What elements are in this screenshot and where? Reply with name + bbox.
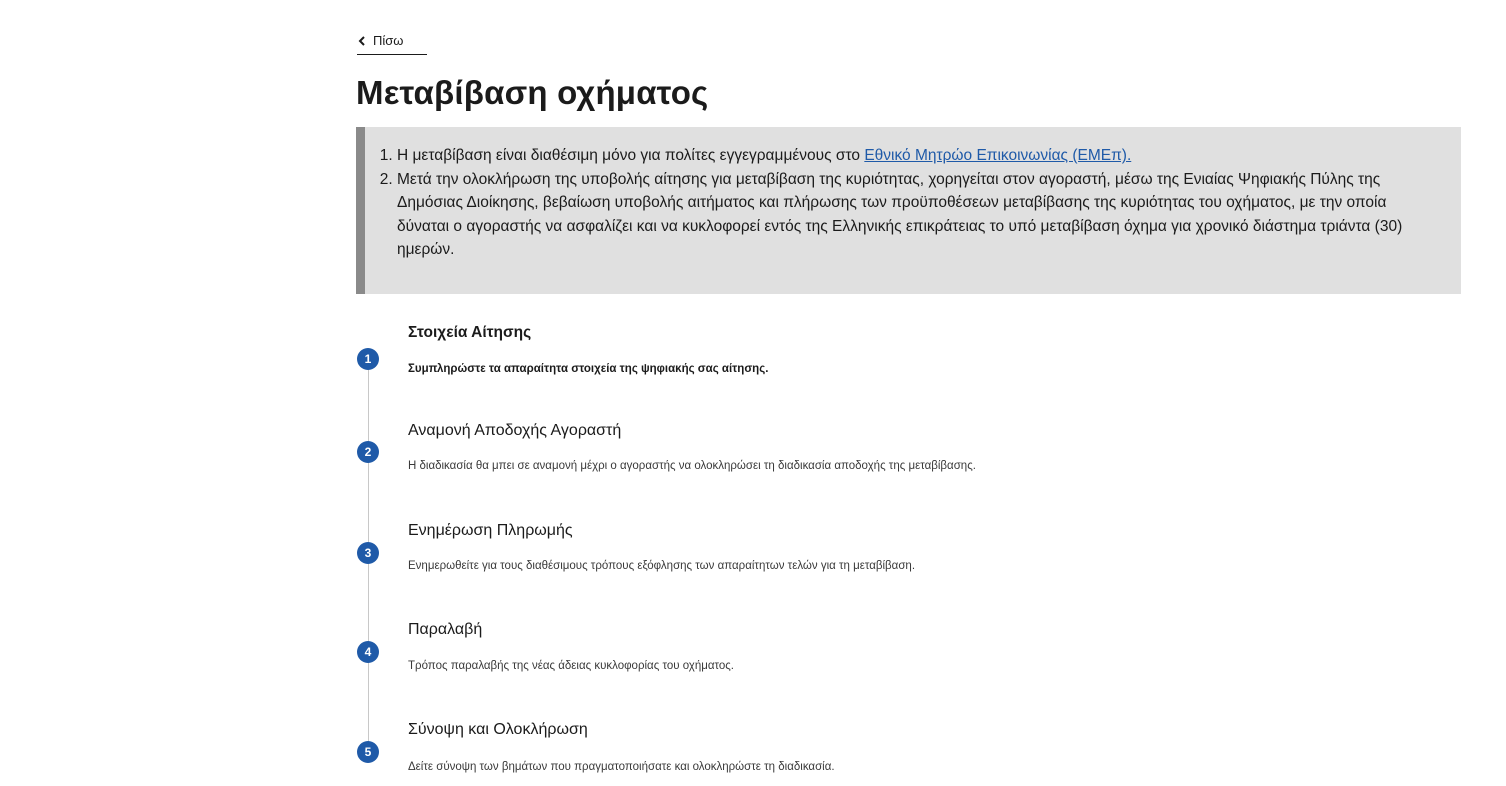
notice-item-1	[397, 144, 1441, 168]
step-description: Ενημερωθείτε για τους διαθέσιμους τρόπους εξόφλησης των απαραίτητων τελών για τη μεταβίβαση.	[408, 560, 916, 572]
step-title: Στοιχεία Αίτησης	[408, 324, 532, 341]
step-title: Αναμονή Αποδοχής Αγοραστή	[408, 422, 622, 439]
step-description: Συμπληρώστε τα απαραίτητα στοιχεία της ψηφιακής σας αίτησης.	[408, 363, 769, 375]
notice-item-2: 2. Μετά την ολοκλήρωση της υποβολής αίτησης για μεταβίβαση της κυριότητας, χορηγείται στον αγοραστή, μέσω της Ενιαίας Ψηφιακής Πύλης της Δημόσιας Διοίκησης, βεβαίωση υποβολής αιτήματος και πλήρωσης των προϋποθέσεων μεταβίβασης της κυριότητας του οχήματος, με την οποία δύναται ο αγοραστής να ασφαλίζει και να κυκλοφορεί εντός της Ελληνικής επικράτειας το υπό μεταβίβαση όχημα για χρονικό διάστημα τριάντα (30) ημερών.	[397, 168, 1441, 262]
step-number-badge: 3	[357, 542, 379, 564]
notice-item-1-text: Η μεταβίβαση είναι διαθέσιμη μόνο για πολίτες εγγεγραμμένους στο	[397, 147, 865, 164]
chevron-left-icon	[357, 36, 367, 46]
step-title: Παραλαβή	[408, 621, 483, 638]
page-title: Μεταβίβαση οχήματος	[356, 74, 709, 111]
notice-list	[365, 127, 1461, 262]
back-link[interactable]	[357, 33, 427, 55]
step-description: Η διαδικασία θα μπει σε αναμονή μέχρι ο αγοραστής να ολοκληρώσει τη διαδικασία αποδοχής της μεταβίβασης.	[408, 460, 976, 472]
step-number-badge: 5	[357, 741, 379, 763]
step-number-badge: 4	[357, 641, 379, 663]
emep-link[interactable]: Εθνικό Μητρώο Επικοινωνίας (ΕΜΕπ).	[864, 147, 1132, 164]
step-title: Ενημέρωση Πληρωμής	[408, 522, 573, 539]
back-label: Πίσω	[373, 33, 404, 48]
step-number-badge: 1	[357, 348, 379, 370]
step-number-badge: 2	[357, 441, 379, 463]
step-description: Δείτε σύνοψη των βημάτων που πραγματοποιήσατε και ολοκληρώστε τη διαδικασία.	[408, 761, 835, 773]
step-title: Σύνοψη και Ολοκλήρωση	[408, 721, 588, 738]
step-description: Τρόπος παραλαβής της νέας άδειας κυκλοφορίας του οχήματος.	[408, 660, 735, 672]
info-notice	[356, 127, 1461, 294]
